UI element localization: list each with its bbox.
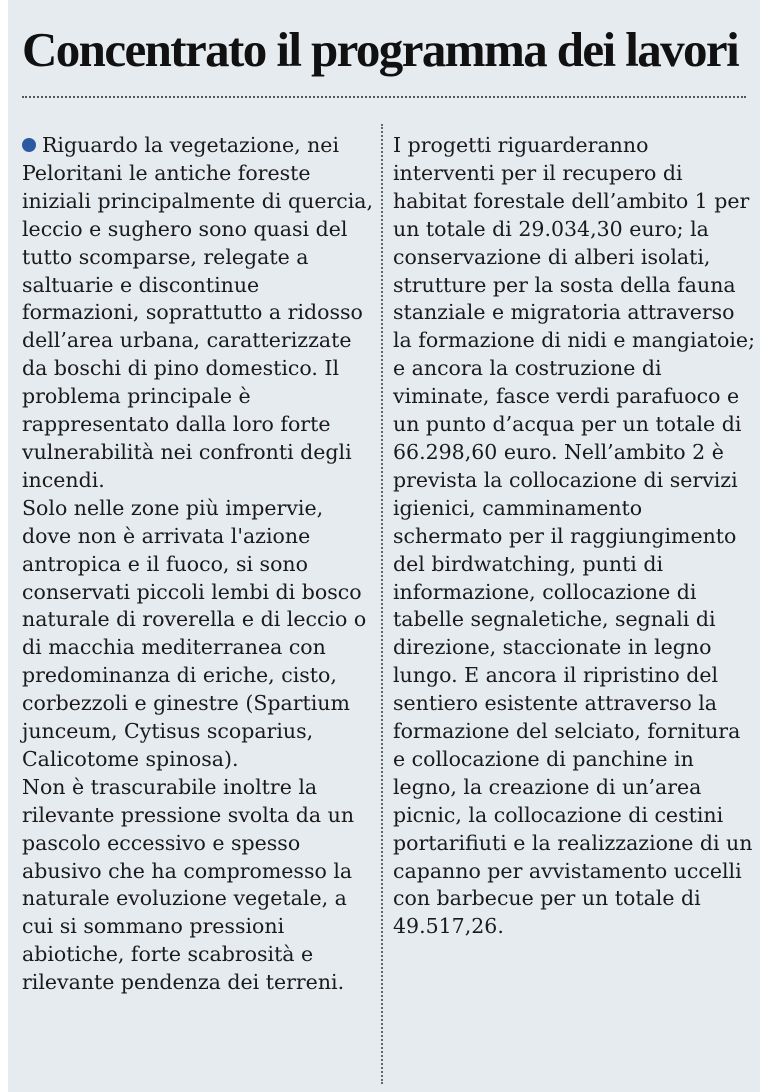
right-paragraph-1: I progetti riguarderanno interventi per il recupero di habitat forestale dell’ambito 1 per un totale di 29.034,30 euro; la conservazione di alberi isolati, strutture per la sosta della fauna stanziale e migratoria attraverso la formazione di nidi e mangiatoie; e ancora la costruzione di viminate, fasce verdi parafuoco e un punto d’acqua per un totale di 66.298,60 euro. Nell’ambito 2 è prevista la collocazione di servizi igienici, camminamento schermato per il raggiungimento del birdwatching, punti di informazione, collocazione di tabelle segnaletiche, segnali di direzione, staccionate in legno lungo. E ancora il ripristino del sentiero esistente attraverso la formazione del selciato, fornitura e collocazione di panchine in legno, la creazione di un’area picnic, la collocazione di cestini portarifiuti e la realizzazione di un capanno per avvistamento uccelli con barbecue per un totale di 49.517,26. <box>393 133 755 939</box>
left-paragraph-3: Non è trascurabile inoltre la rilevante pressione svolta da un pascolo eccessivo e spesso abusivo che ha compromesso la naturale evoluzione vegetale, a cui si sommano pressioni abiotiche, forte scabrosità e rilevante pendenza dei terreni. <box>22 774 355 995</box>
article-headline: Concentrato il programma dei lavori <box>22 22 739 77</box>
left-paragraph-2: Solo nelle zone più impervie, dove non è arrivata l'azione antropica e il fuoco, si sono conservati piccoli lembi di bosco naturale di roverella e di leccio o di macchia mediterranea con predominanza di eriche, cisto, corbezzoli e ginestre (Spartium junceum, Cytisus scoparius, Calicotome spinosa). <box>22 495 367 771</box>
article-page <box>8 0 760 1092</box>
headline-divider <box>22 96 746 98</box>
left-column <box>22 132 374 997</box>
left-paragraph-1 <box>22 132 374 495</box>
column-divider <box>381 124 383 1084</box>
bullet-dot-icon <box>22 138 36 152</box>
left-paragraph-1-text: Riguardo la vegetazione, nei Peloritani le antiche foreste iniziali principalmente di quercia, leccio e sughero sono quasi del tutto scomparse, relegate a saltuarie e discontinue formazioni, soprattutto a ridosso dell’area urbana, caratterizzate da boschi di pino domestico. Il problema principale è rappresentato dalla loro forte vulnerabilità nei confronti degli incendi. <box>22 133 374 492</box>
right-column <box>393 132 755 941</box>
